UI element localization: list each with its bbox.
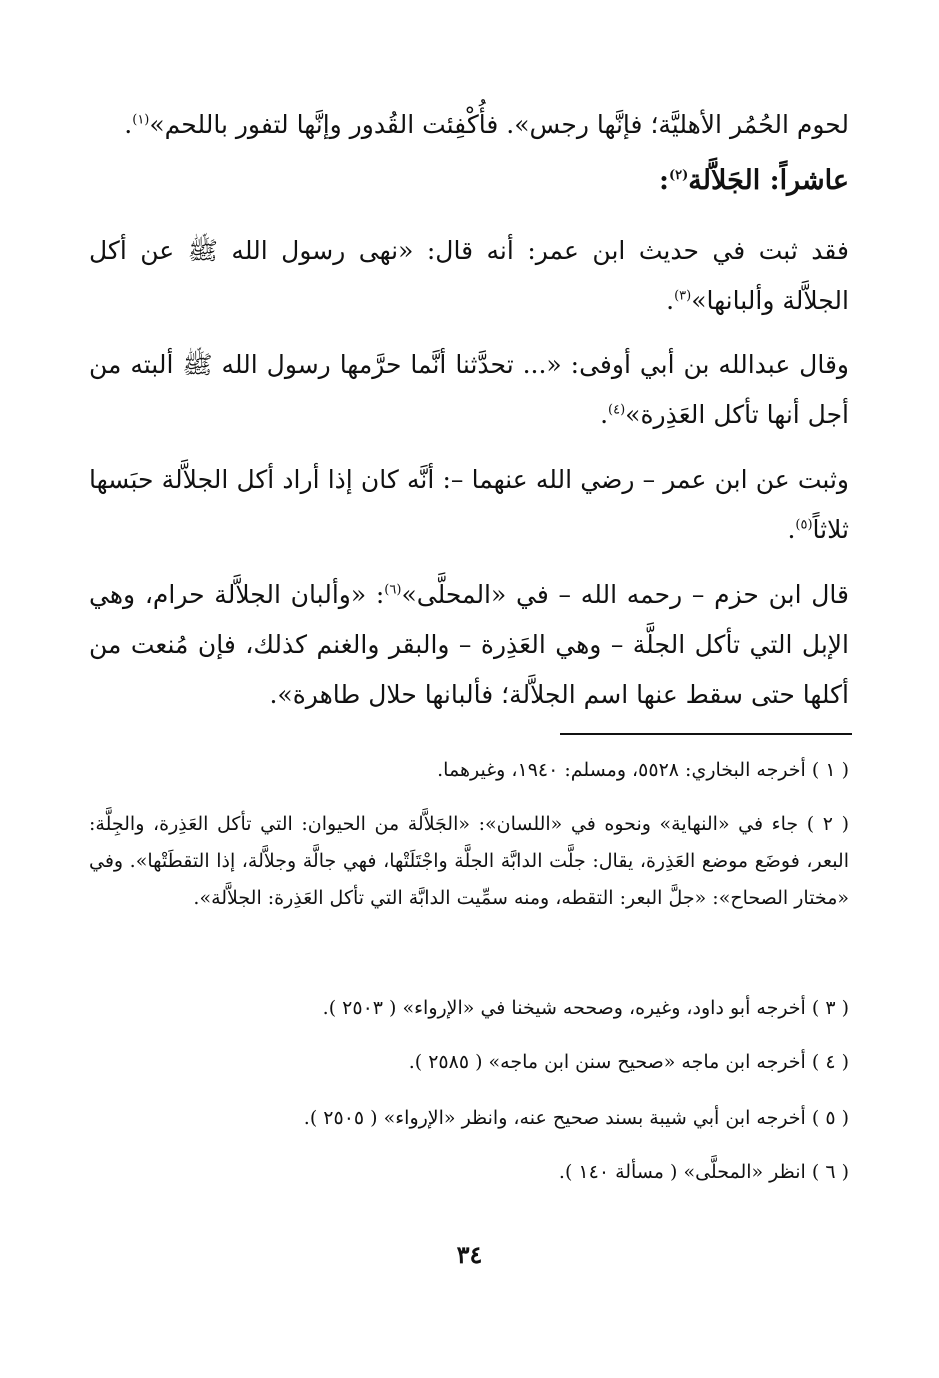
- footnote-4: ( ٤ ) أخرجه ابن ماجه «صحيح سنن ابن ماجه» ( ٢٥٨٥ ).: [408, 1051, 849, 1073]
- page-number: ٣٤: [456, 1240, 483, 1269]
- footnote-ref-4: (٤): [608, 402, 626, 418]
- footnote-6: ( ٦ ) انظر «المحلَّى» ( مسألة ١٤٠ ).: [558, 1161, 849, 1183]
- paragraph-ibn-umar-hadith: فقد ثبت في حديث ابن عمر: أنه قال: «نهى رسول الله ﷺ عن أكل الجلاَّلة وألبانها»$^{(٣)}$.: [89, 236, 849, 315]
- footnote-2: ( ٢ ) جاء في «النهاية» ونحوه في «اللسان»: «الجَلاَّلة من الحيوان: التي تأكل العَذِرة، والجِلَّة: البعر، فوضَع موضع العَذِرة، يقال: جلَّت الدابَّة الجلَّة واجْتَلَتْها، فهي جالَّة وجلاَّلة، إذا التقطَتْها». وفي «مختار الصحاح»: «جلَّ البعر: التقطه، ومنه سمِّيت الدابَّة التي تأكل العَذِرة: الجلاَّلة».: [89, 813, 849, 909]
- section-heading: عاشراً: الجَلاَّلة$^{(٢)}$:: [659, 165, 849, 196]
- footnote-ref-2: (٢): [669, 168, 689, 183]
- paragraph-ibn-hazm-quote: قال ابن حزم – رحمه الله – في «المحلَّى»$^{(٦)}$: «وألبان الجلاَّلة حرام، وهي الإبل التي تأكل الجلَّة – وهي العَذِرة – والبقر والغنم كذلك، فإن مُنعت من أكلها حتى سقط عنها اسم الجلاَّلة؛ فألبانها حلال طاهرة».: [89, 580, 849, 709]
- paragraph-continuation: لحوم الحُمُر الأهليَّة؛ فإنَّها رجس». فأُكْفِئت القُدور وإنَّها لتفور باللحم»$^{(١)}$.: [124, 110, 849, 139]
- footnote-5: ( ٥ ) أخرجه ابن أبي شيبة بسند صحيح عنه، وانظر «الإرواء» ( ٢٥٠٥ ).: [303, 1107, 849, 1129]
- footnote-ref-5: (٥): [795, 517, 813, 533]
- footnote-3: ( ٣ ) أخرجه أبو داود، وغيره، وصححه شيخنا في «الإرواء» ( ٢٥٠٣ ).: [322, 997, 849, 1019]
- footnote-separator-line: [560, 733, 852, 735]
- footnote-1: ( ١ ) أخرجه البخاري: ٥٥٢٨، ومسلم: ١٩٤٠، وغيرهما.: [437, 759, 849, 781]
- footnote-ref-1: (١): [132, 112, 150, 128]
- footnote-ref-3: (٣): [674, 288, 692, 304]
- footnote-ref-6: (٦): [384, 582, 402, 598]
- paragraph-ibn-umar-practice: وثبت عن ابن عمر – رضي الله عنهما –: أنَّه كان إذا أراد أكل الجلاَّلة حبَسها ثلاثاً$^{(٥)}$.: [89, 465, 849, 544]
- paragraph-abdullah-ibn-abi-awfa: وقال عبدالله بن أبي أوفى: «... تحدَّثنا أنَّما حرَّمها رسول الله ﷺ ألبته من أجل أنها تأكل العَذِرة»$^{(٤)}$.: [89, 350, 849, 429]
